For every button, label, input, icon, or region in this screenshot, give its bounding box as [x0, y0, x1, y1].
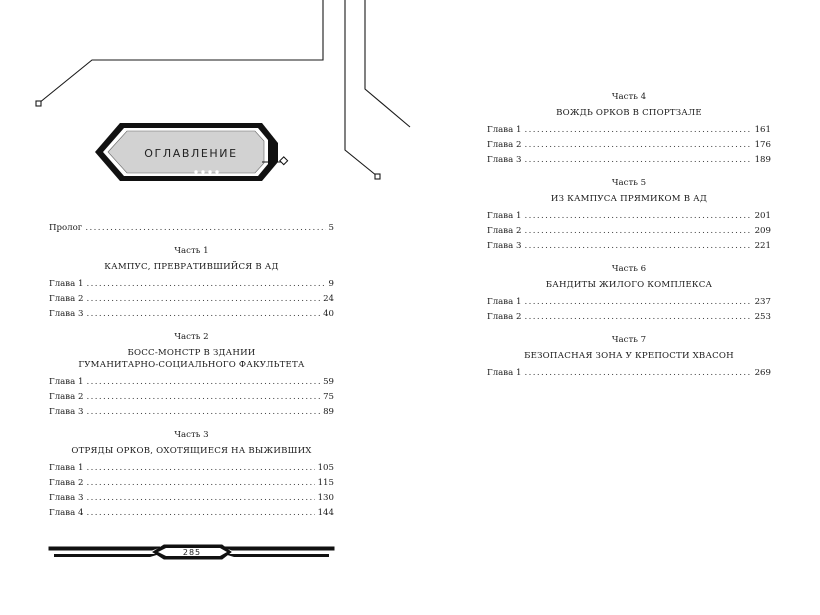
part-title: ВОЖДЬ ОРКОВ В СПОРТЗАЛЕ	[556, 108, 702, 118]
entry-page-number: 59	[323, 377, 334, 387]
entry-label: Глава 2	[49, 478, 84, 488]
entry-page-number: 105	[317, 463, 334, 473]
entry-label: Глава 1	[487, 297, 522, 307]
part-heading: Часть 4	[611, 92, 647, 102]
contents-title: ОГЛАВЛЕНИЕ	[144, 147, 238, 160]
part-title: ГУМАНИТАРНО-СОЦИАЛЬНОГО ФАКУЛЬТЕТА	[78, 360, 305, 370]
entry-label: Глава 2	[49, 392, 84, 402]
part-heading: Часть 2	[174, 332, 209, 342]
entry-label: Глава 2	[487, 312, 522, 322]
entry-page-number: 269	[754, 368, 771, 378]
entry-label: Глава 1	[49, 377, 84, 387]
part-heading: Часть 3	[174, 430, 209, 440]
entry-page-number: 9	[328, 279, 334, 289]
entry-page-number: 89	[323, 407, 334, 417]
entry-page-number: 161	[754, 125, 771, 135]
entry-label: Глава 3	[487, 155, 522, 165]
entry-page-number: 40	[323, 309, 334, 319]
entry-page-number: 201	[754, 211, 771, 221]
entry-label: Глава 3	[49, 493, 84, 503]
part-title: БОСС-МОНСТР В ЗДАНИИ	[127, 348, 256, 358]
entry-label: Глава 3	[49, 407, 84, 417]
entry-label: Глава 1	[49, 279, 84, 289]
entry-page-number: 5	[328, 223, 334, 233]
entry-label: Глава 2	[49, 294, 84, 304]
entry-page-number: 221	[754, 241, 771, 251]
part-title: ИЗ КАМПУСА ПРЯМИКОМ В АД	[550, 194, 708, 204]
entry-page-number: 75	[323, 392, 334, 402]
entry-page-number: 253	[754, 312, 771, 322]
part-heading: Часть 1	[174, 246, 209, 256]
part-title: КАМПУС, ПРЕВРАТИВШИЙСЯ В АД	[104, 262, 279, 272]
entry-label: Глава 4	[49, 508, 84, 518]
entry-page-number: 209	[754, 226, 771, 236]
entry-label: Глава 3	[49, 309, 84, 319]
entry-label: Глава 1	[487, 211, 522, 221]
entry-page-number: 144	[317, 508, 334, 518]
entry-label: Глава 2	[487, 140, 522, 150]
entry-page-number: 115	[317, 478, 334, 488]
entry-page-number: 189	[754, 155, 771, 165]
part-heading: Часть 6	[611, 264, 647, 274]
entry-label: Глава 1	[487, 368, 522, 378]
entry-label: Пролог	[49, 223, 83, 233]
part-heading: Часть 7	[611, 335, 647, 345]
entry-label: Глава 3	[487, 241, 522, 251]
entry-page-number: 176	[754, 140, 771, 150]
entry-page-number: 24	[323, 294, 334, 304]
part-title: ОТРЯДЫ ОРКОВ, ОХОТЯЩИЕСЯ НА ВЫЖИВШИХ	[71, 446, 312, 456]
entry-label: Глава 1	[487, 125, 522, 135]
entry-page-number: 130	[317, 493, 334, 503]
part-title: БЕЗОПАСНАЯ ЗОНА У КРЕПОСТИ ХВАСОН	[524, 351, 734, 361]
entry-label: Глава 1	[49, 463, 84, 473]
entry-page-number: 237	[754, 297, 771, 307]
part-heading: Часть 5	[611, 178, 647, 188]
page-number: 285	[182, 548, 202, 557]
entry-label: Глава 2	[487, 226, 522, 236]
part-title: БАНДИТЫ ЖИЛОГО КОМПЛЕКСА	[545, 280, 713, 290]
